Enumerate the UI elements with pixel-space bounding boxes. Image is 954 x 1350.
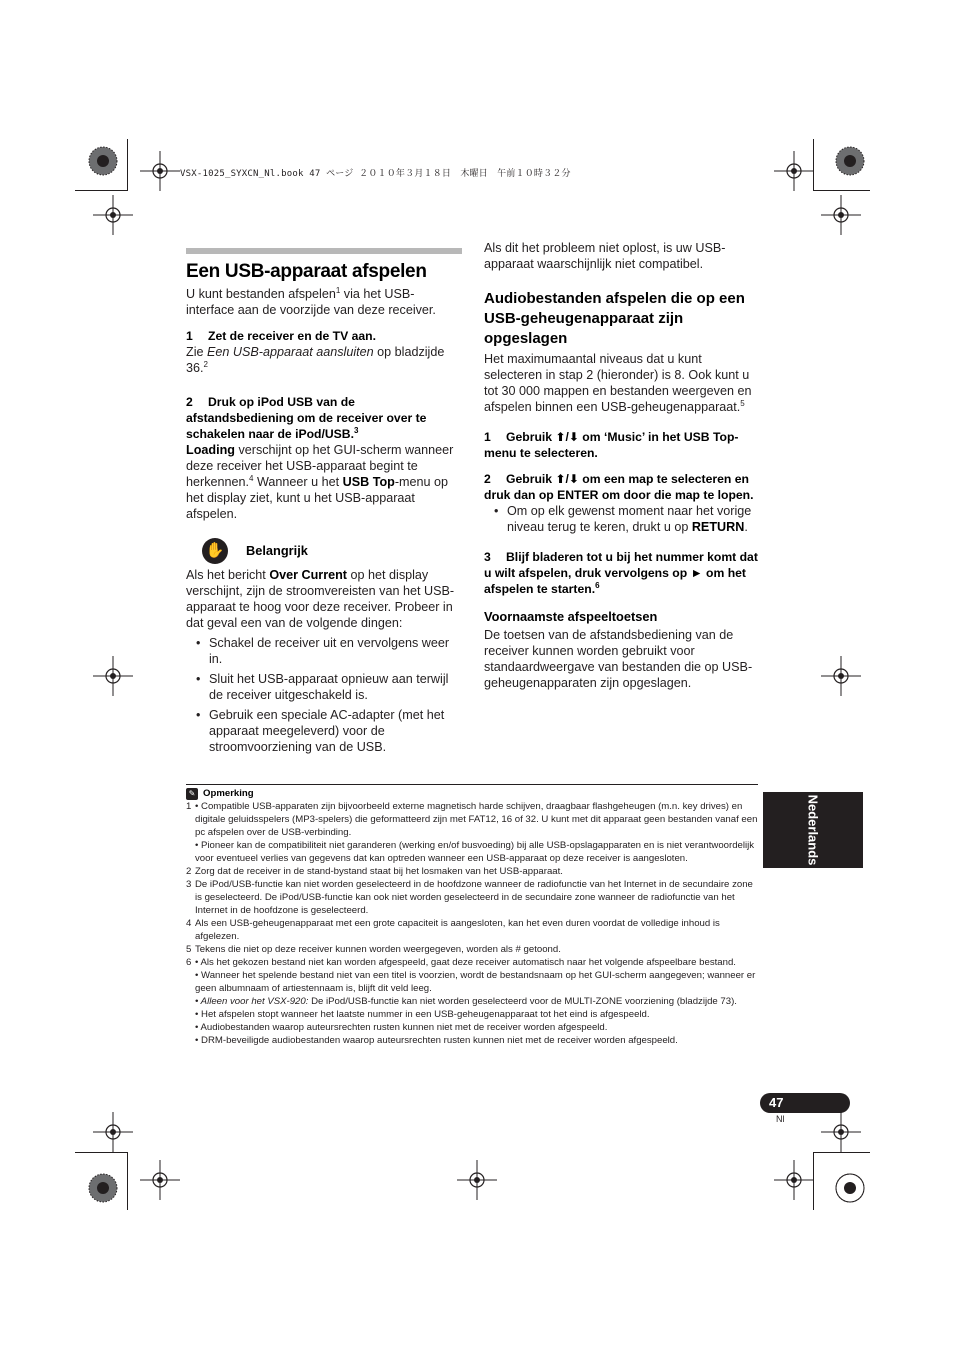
footnote-5: 5 Tekens die niet op deze receiver kunnen worden weergegeven, worden als # getoond. [186,944,561,955]
registration-mark-icon [457,1160,497,1200]
sub-heading: Voornaamste afspeeltoetsen [484,609,658,624]
footnote-3: 3 De iPod/USB-functie kan niet worden geselecteerd in de hoofdzone wanneer de radiofunctie van het Internet in de secundaire zone is geselecteerd. De iPod/USB-functie kan ook niet worden geselecteerd in de secundaire zone wanneer de radiofunctie van het Internet in de hoofdzone is geselecteerd. [186,879,753,916]
registration-mark-icon [821,195,861,235]
note-heading [186,785,758,800]
step-1-text: Zie Een USB-apparaat aansluiten op bladzijde 36.$^2$ [186,345,445,375]
registration-mark-icon [774,151,814,191]
sunburst-mark-icon [835,146,865,176]
section-heading: Audiobestanden afspelen die op een USB-geheugenapparaat zijn opgeslagen [484,290,745,347]
registration-mark-icon [140,151,180,191]
right-intro: Als dit het probleem niet oplost, is uw USB-apparaat waarschijnlijk niet compatibel. [484,241,726,271]
right-column [484,240,758,691]
right-step-1: 1 Gebruik ⬆/⬇ om ‘Music’ in het USB Top-menu te selecteren. [484,430,739,460]
footnote-4: 4 Als een USB-geheugenapparaat met een grote capaciteit is aangesloten, kan het even duren voordat de volledige inhoud is afgelezen. [186,918,720,942]
footnote-2: 2 Zorg dat de receiver in de stand-bystand staat bij het losmaken van het USB-apparaat. [186,866,563,877]
page-title: Een USB-apparaat afspelen [186,261,427,282]
step-2-title: 2 Druk op iPod USB van de afstandsbediening om de receiver over te schakelen naar de iPod/USB.$^3$ [186,395,427,441]
registration-mark-icon [774,1160,814,1200]
registration-mark-icon [821,656,861,696]
registration-mark-icon [93,1112,133,1152]
step-2-list [484,503,758,535]
important-title: Belangrijk [246,543,308,558]
right-step-3: 3 Blijf bladeren tot u bij het nummer komt dat u wilt afspelen, druk vervolgens op ► om het afspelen te starten.$^6$ [484,550,758,596]
left-column [186,248,462,759]
sunburst-mark-icon [88,1173,118,1203]
note-title: Opmerking [203,788,254,799]
note-pencil-icon: ✎ [186,788,198,800]
play-icon: ► [690,566,703,580]
sub-paragraph: De toetsen van de afstandsbediening van de receiver kunnen worden gebruikt voor standaardweergave van bestanden die op USB-geheugenapparaten zijn opgeslagen. [484,628,753,690]
list-item: • Sluit het USB-apparaat opnieuw aan terwijl de receiver uitgeschakeld is. [186,671,462,703]
intro-paragraph: U kunt bestanden afspelen$^1$ via het USB-interface aan de voorzijde van deze receiver. [186,285,436,317]
step-1-title: 1 Zet de receiver en de TV aan. [186,329,376,343]
step-2-text: Loading verschijnt op het GUI-scherm wanneer deze receiver het USB-apparaat begint te herkennen.$^4$ Wanneer u het USB Top-menu op het display ziet, kunt u het USB-apparaat afspelen. [186,443,454,521]
registration-mark-icon [93,656,133,696]
page-language-code: Nl [776,1114,785,1124]
right-step-2: 2 Gebruik ⬆/⬇ om een map te selecteren en druk dan op ENTER om door die map te lopen. [484,472,754,502]
page-number: 47 [760,1093,850,1113]
important-text: Als het bericht Over Current op het display verschijnt, zijn de stroomvereisten van het USB-apparaat te hoog voor deze receiver. Probeer in dat geval een van de volgende dingen: [186,568,455,630]
list-item: • Om op elk gewenst moment naar het vorige niveau terug te keren, drukt u op RETURN. [484,503,758,535]
up-down-arrow-icon: ⬆/⬇ [555,430,579,444]
list-item: • Schakel de receiver uit en vervolgens weer in. [186,635,462,667]
registration-mark-icon [140,1160,180,1200]
up-down-arrow-icon: ⬆/⬇ [555,472,579,486]
language-tab [763,792,863,868]
important-hand-icon: ✋ [202,538,228,564]
footnote-1: 1 • Compatible USB-apparaten zijn bijvoorbeeld externe magnetisch harde schijven, draagbaar flashgeheugen (m.n. key drives) en digitale geluidsspelers (MP3-spelers) die geformatteerd zijn met FAT12, 16 of 32. U kunt met dit apparaat geen bestanden vanaf een pc afspelen over de USB-verbinding. • Pioneer kan de compatibiliteit niet garanderen (werking en/of busvoeding) bij alle USB-opslagapparaten en is niet verantwoordelijk voor eventueel verlies van gegevens dat kan optreden wanneer een USB-apparaat op deze receiver is aangesloten. [186,801,758,864]
language-label: Nederlands [805,794,821,866]
registration-mark-icon [821,1112,861,1152]
important-list [186,635,462,755]
section-bar [186,248,462,254]
print-header: VSX-1025_SYXCN_Nl.book 47 ページ ２０１０年３月１８日 木曜日 午前１０時３２分 [180,169,571,179]
list-item: • Gebruik een speciale AC-adapter (met het apparaat meegeleverd) voor de stroomvoorziening van de USB. [186,707,462,755]
section-paragraph: Het maximumaantal niveaus dat u kunt selecteren in stap 2 (hieronder) is 8. Ook kunt u tot 30 000 mappen en bestanden weergeven en afspelen binnen een USB-geheugenapparaat.$^5$ [484,352,752,414]
sunburst-mark-icon [835,1173,865,1203]
important-heading [186,538,462,564]
sunburst-mark-icon [88,146,118,176]
footnote-6: 6 • Als het gekozen bestand niet kan worden afgespeeld, gaat deze receiver automatisch naar het volgende afspeelbare bestand. • Wanneer het spelende bestand niet van een titel is voorzien, wordt de bestandsnaam op het GUI-scherm aangegeven; wanneer er geen albumnaam of artiestennaam is, blijft dit veld leeg. • Alleen voor het VSX-920: De iPod/USB-functie kan niet worden geselecteerd voor de MULTI-ZONE voorziening (bladzijde 73). • Het afspelen stopt wanneer het laatste nummer in een USB-geheugenapparaat tot het eind is afgespeeld. • Audiobestanden waarop auteursrechten rusten kunnen niet met de receiver worden afgespeeld. • DRM-beveiligde audiobestanden waarop auteursrechten rusten kunnen niet met de receiver worden afgespeeld. [186,957,756,1046]
footnotes [186,784,758,1047]
registration-mark-icon [93,195,133,235]
